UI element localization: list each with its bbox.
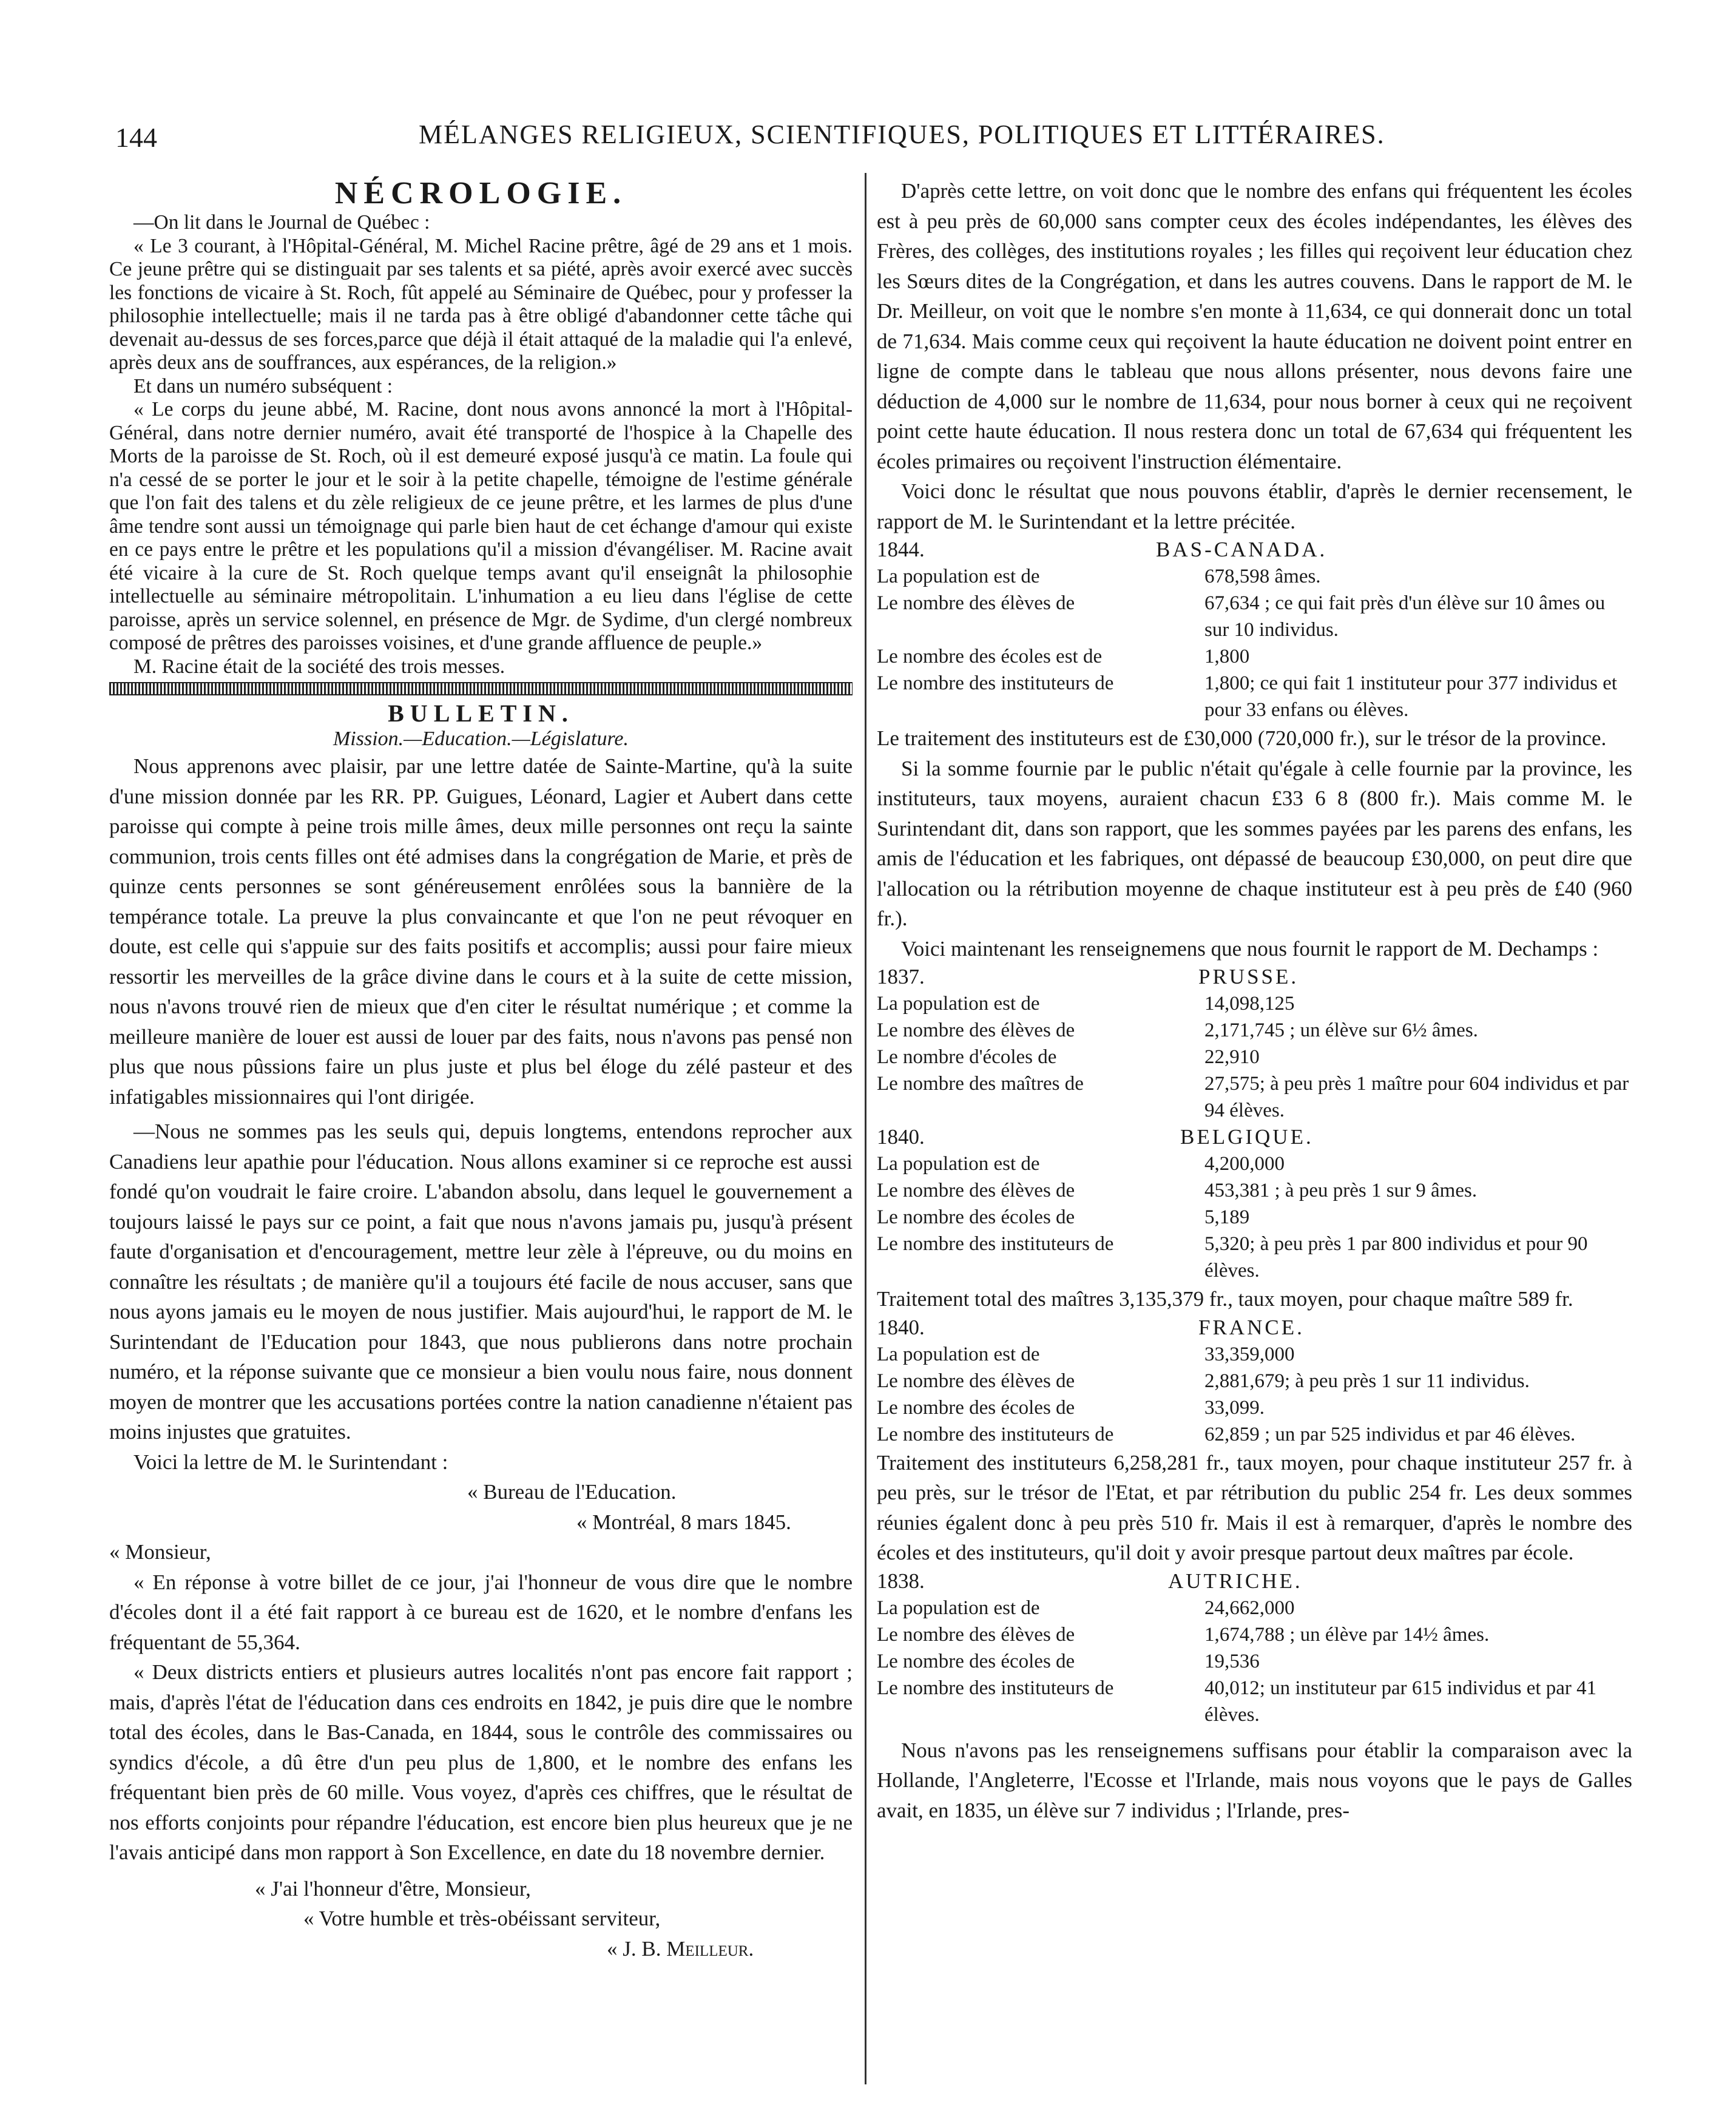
necrologie-title: NÉCROLOGIE. bbox=[334, 176, 627, 211]
stats-row bbox=[877, 563, 1632, 590]
stats-row bbox=[877, 1368, 1632, 1394]
column-divider bbox=[865, 173, 866, 2084]
stats-row bbox=[877, 643, 1632, 670]
stats-value: 453,381 ; à peu près 1 sur 9 âmes. bbox=[1204, 1180, 1478, 1201]
stats-row bbox=[877, 1231, 1632, 1284]
stats-value: 33,099. bbox=[1204, 1396, 1265, 1419]
analysis-paragraph: D'après cette lettre, on voit donc que le nombre des enfans qui fréquentent les écoles est à peu près de 60,000 sans compter ceux des écoles indépendantes, les élèves des Frères, des collèges, des institutions royales ; les filles qui reçoivent leur éducation chez les Sœurs dites de la Congrégation, et dans les autres couvens. Dans le rapport de M. le Dr. Meilleur, on voit que le nombre s'en monte à 11,634, ce qui donnerait donc un total de 71,634. Mais comme ceux qui reçoivent la haute éducation ne doivent point entrer en ligne de compte dans le tableau que nous allons présenter, nous devons faire une déduction de 4,000 sur le nombre de 11,634, pour nous borner à ceux qui ne reçoivent point cette haute éducation. Il nous restera donc un total de 67,634 qui fréquentent les écoles primaires ou reçoivent l'instruction élémentaire. bbox=[877, 179, 1632, 473]
stats-row bbox=[877, 1151, 1632, 1177]
stats-value: 5,189 bbox=[1204, 1206, 1250, 1228]
stats-heading bbox=[877, 1314, 1632, 1341]
stats-country: BAS-CANADA. bbox=[1156, 538, 1328, 561]
stats-row bbox=[877, 1177, 1632, 1204]
stats-note: Traitement total des maîtres 3,135,379 fr., taux moyen, pour chaque maître 589 fr. bbox=[877, 1287, 1573, 1311]
stats-label: La population est de bbox=[877, 566, 1040, 587]
stats-value: 33,359,000 bbox=[1204, 1343, 1295, 1365]
stats-label: Le nombre des écoles de bbox=[877, 1206, 1075, 1228]
stats-label: La population est de bbox=[877, 993, 1040, 1015]
stats-value: 40,012; un instituteur par 615 individus et par 41 élèves. bbox=[1204, 1677, 1597, 1726]
letter-date: « Montréal, 8 mars 1845. bbox=[576, 1510, 791, 1534]
letter-signature: « J. B. Meilleur. bbox=[607, 1936, 754, 1961]
bulletin-title: BULLETIN. bbox=[388, 700, 574, 727]
stats-label: Le nombre des maîtres de bbox=[877, 1073, 1084, 1095]
running-title: MÉLANGES RELIGIEUX, SCIENTIFIQUES, POLITIQUES ET LITTÉRAIRES. bbox=[419, 120, 1385, 149]
necrologie-paragraph: Et dans un numéro subséquent : bbox=[133, 374, 393, 397]
stats-year: 1837. bbox=[877, 965, 925, 988]
stats-label: Le nombre des écoles de bbox=[877, 1396, 1075, 1419]
stats-value: 14,098,125 bbox=[1204, 993, 1295, 1015]
stats-value: 22,910 bbox=[1204, 1046, 1260, 1068]
analysis-paragraph: Voici donc le résultat que nous pouvons établir, d'après le dernier recensement, le rapport de M. le Surintendant et la lettre précitée. bbox=[877, 479, 1632, 533]
stats-label: Le nombre des élèves de bbox=[877, 1180, 1075, 1201]
stats-value: 1,800; ce qui fait 1 instituteur pour 377 individus et pour 33 enfans ou élèves. bbox=[1204, 672, 1618, 721]
stats-label: La population est de bbox=[877, 1343, 1040, 1365]
stats-row bbox=[877, 1044, 1632, 1070]
bulletin-subtitle: Mission.—Education.—Législature. bbox=[333, 728, 629, 750]
stats-value: 62,859 ; un par 525 individus et par 46 élèves. bbox=[1204, 1423, 1576, 1445]
stats-country: AUTRICHE. bbox=[1168, 1569, 1303, 1593]
letter-paragraph: « Deux districts entiers et plusieurs autres localités n'ont pas encore fait rapport ; mais, d'après l'état de l'éducation dans ces endroits en 1842, je puis dire que le nombre total des écoles, dans le Bas-Canada, en 1844, sous le contrôle des commissaires ou syndics d'école, a dû être d'un peu plus de 1,800, et le nombre des enfans les fréquentant bien près de 60 mille. Vous voyez, d'après ces chiffres, que le résultat de nos efforts conjoints pour répandre l'éducation, est encore bien plus heureux que je ne l'avais anticipé dans mon rapport à Son Excellence, en date du 18 novembre dernier. bbox=[109, 1660, 853, 1864]
stats-row bbox=[877, 1394, 1632, 1421]
stats-table-france bbox=[877, 1341, 1632, 1448]
stats-row bbox=[877, 1595, 1632, 1621]
stats-table-bas-canada bbox=[877, 563, 1632, 723]
stats-row bbox=[877, 1621, 1632, 1648]
stats-row bbox=[877, 1017, 1632, 1044]
analysis-paragraph: Le traitement des instituteurs est de £30,000 (720,000 fr.), sur le trésor de la province. bbox=[877, 726, 1607, 750]
analysis-paragraph: Voici maintenant les renseignemens que nous fournit le rapport de M. Dechamps : bbox=[901, 936, 1599, 961]
stats-label: Le nombre des écoles de bbox=[877, 1650, 1075, 1672]
stats-label: Le nombre des instituteurs de bbox=[877, 672, 1114, 694]
stats-label: Le nombre des instituteurs de bbox=[877, 1233, 1114, 1255]
left-column bbox=[109, 176, 853, 1964]
stats-heading bbox=[877, 1124, 1632, 1151]
stats-value: 27,575; à peu près 1 maître pour 604 individus et par 94 élèves. bbox=[1204, 1073, 1629, 1121]
stats-label: La population est de bbox=[877, 1153, 1040, 1175]
stats-label: Le nombre des élèves de bbox=[877, 592, 1075, 614]
necrologie-paragraph: « Le 3 courant, à l'Hôpital-Général, M. Michel Racine prêtre, âgé de 29 ans et 1 mois. Ce jeune prêtre qui se distinguait par ses talents et sa piété, après avoir exercé avec succès les fonctions de vicaire à St. Roch, fût appelé au Séminaire de Québec, pour y professer la philosophie intellectuelle; mais il ne tarda pas à être obligé d'abandonner cette tâche qui devenait au-dessus de ses forces,parce que déjà il était attaqué de la maladie qui l'a enlevé, après deux ans de souffrances, aux espérances, de la religion.» bbox=[109, 234, 853, 374]
stats-value: 2,881,679; à peu près 1 sur 11 individus. bbox=[1204, 1370, 1530, 1392]
stats-heading bbox=[877, 964, 1632, 990]
stats-note: Traitement des instituteurs 6,258,281 fr., taux moyen, pour chaque instituteur 257 fr. à peu près, sur le trésor de l'Etat, et par rétribution du public 254 fr. Les deux sommes réunies égalent donc à peu près 510 fr. Mais il est à remarquer, d'après le nombre des écoles et des instituteurs, qu'il doit y avoir presque partout deux maîtres par école. bbox=[877, 1450, 1632, 1564]
bulletin-paragraph: Nous apprenons avec plaisir, par une lettre datée de Sainte-Martine, qu'à la suite d'une mission donnée par les RR. PP. Guigues, Léonard, Lagier et Aubert dans cette paroisse qui compte à peine trois mille âmes, deux mille personnes ont reçu la sainte communion, trois cents filles ont été admises dans la congrégation de Marie, et près de quinze cents personnes se sont généreusement enrôlées sous la bannière de la tempérance totale. La preuve la plus convaincante et que l'on ne peut révoquer en doute, est celle qui s'appuie sur des faits positifs et accomplis; aussi pour faire mieux ressortir les merveilles de la grâce divine dans le cours et à la suite de cette mission, nous n'avons trouvé rien de mieux que d'en citer le résultat numérique ; et comme la meilleure manière de louer est aussi de louer par des faits, nous n'avons pas pensé non plus que nous pûssions faire un plus juste et plus bel éloge du zélé pasteur et des infatigables missionnaires qui l'ont dirigée. bbox=[109, 754, 853, 1109]
stats-country: FRANCE. bbox=[1198, 1315, 1305, 1339]
right-column bbox=[877, 176, 1632, 1825]
stats-value: 1,800 bbox=[1204, 646, 1250, 667]
stats-value: 19,536 bbox=[1204, 1650, 1260, 1672]
stats-row bbox=[877, 1070, 1632, 1124]
stats-value: 24,662,000 bbox=[1204, 1597, 1295, 1619]
stats-table-belgique bbox=[877, 1151, 1632, 1284]
stats-row bbox=[877, 1648, 1632, 1675]
stats-year: 1844. bbox=[877, 538, 925, 561]
bulletin-paragraph: Voici la lettre de M. le Surintendant : bbox=[133, 1450, 448, 1474]
letter-salutation: « Monsieur, bbox=[109, 1540, 211, 1564]
stats-value: 1,674,788 ; un élève par 14½ âmes. bbox=[1204, 1623, 1490, 1646]
stats-label: Le nombre des instituteurs de bbox=[877, 1423, 1114, 1445]
stats-country: PRUSSE. bbox=[1198, 965, 1299, 988]
stats-row bbox=[877, 1421, 1632, 1448]
analysis-paragraph: Nous n'avons pas les renseignemens suffisans pour établir la comparaison avec la Hollande, l'Angleterre, l'Ecosse et l'Irlande, mais nous voyons que le pays de Galles avait, en 1835, un élève sur 7 individus ; l'Irlande, pres- bbox=[877, 1738, 1632, 1822]
stats-label: Le nombre des instituteurs de bbox=[877, 1677, 1114, 1699]
letter-closing: « Votre humble et très-obéissant serviteur, bbox=[303, 1907, 661, 1930]
stats-value: 4,200,000 bbox=[1204, 1153, 1285, 1175]
stats-value: 67,634 ; ce qui fait près d'un élève sur 10 âmes ou sur 10 individus. bbox=[1204, 592, 1606, 641]
stats-label: La population est de bbox=[877, 1597, 1040, 1619]
stats-row bbox=[877, 990, 1632, 1017]
stats-year: 1840. bbox=[877, 1125, 925, 1149]
stats-label: Le nombre des écoles est de bbox=[877, 646, 1103, 667]
stats-table-autriche bbox=[877, 1595, 1632, 1728]
stats-label: Le nombre des élèves de bbox=[877, 1370, 1075, 1392]
stats-label: Le nombre des élèves de bbox=[877, 1019, 1075, 1041]
letter-closing: « J'ai l'honneur d'être, Monsieur, bbox=[255, 1876, 531, 1901]
analysis-paragraph: Si la somme fournie par le public n'était qu'égale à celle fournie par la province, les instituteurs, taux moyens, auraient chacun £33 6 8 (800 fr.). Mais comme M. le Surintendant dit, dans son rapport, que les sommes payées par les parens des enfans, les amis de l'éducation et les fabriques, ont dépassé de beaucoup £30,000, on peut dire que l'allocation ou la rétribution moyenne de chaque instituteur est à peu près de £40 (960 fr.). bbox=[877, 756, 1632, 930]
necrologie-intro: —On lit dans le Journal de Québec : bbox=[133, 211, 430, 234]
section-separator bbox=[109, 682, 853, 695]
necrologie-paragraph: « Le corps du jeune abbé, M. Racine, dont nous avons annoncé la mort à l'Hôpital-Général, dans notre dernier numéro, avait été transporté de l'hospice à la Chapelle des Morts de la paroisse de St. Roch, où il est demeuré exposé jusqu'à ce matin. La foule qui n'a cessé de se porter le jour et le soir à la petite chapelle, témoigne de l'estime générale que l'on fait des talens et du zèle religieux de ce jeune prêtre, et les larmes de plus d'une âme tendre sont aussi un témoignage qui parle bien haut de cet échange d'amour qui existe en ce pays entre le prêtre et les populations qu'il a mission d'évangéliser. M. Racine avait été vicaire à la cure de St. Roch quelque temps avant qu'il enseignât la philosophie intellectuelle au séminaire métropolitain. L'inhumation a eu lieu dans l'église de cette paroisse, après un service solennel, en présence de Mgr. de Sydime, d'un clergé nombreux composé de prêtres des paroisses voisines, et d'une grande affluence de peuple.» bbox=[109, 398, 853, 654]
stats-row bbox=[877, 1675, 1632, 1728]
stats-value: 678,598 âmes. bbox=[1204, 566, 1321, 587]
letter-paragraph: « En réponse à votre billet de ce jour, j'ai l'honneur de vous dire que le nombre d'écoles dont il a été fait rapport à ce bureau est de 1620, et le nombre d'enfans les fréquentant de 55,364. bbox=[109, 1570, 853, 1654]
page-number: 144 bbox=[115, 122, 157, 153]
stats-country: BELGIQUE. bbox=[1180, 1125, 1314, 1149]
letter-address: « Bureau de l'Education. bbox=[467, 1480, 677, 1504]
stats-heading bbox=[877, 1568, 1632, 1595]
stats-row bbox=[877, 670, 1632, 723]
bulletin-paragraph: —Nous ne sommes pas les seuls qui, depuis longtems, entendons reprocher aux Canadiens leur apathie pour l'éducation. Nous allons examiner si ce reproche est aussi fondé qu'on voudrait le faire croire. L'abandon absolu, dans lequel le gouvernement a toujours laissé le pays sur ce point, a fait que nous n'avons jamais pu, jusqu'à présent faute d'organisation et d'encouragement, mettre leur zèle à l'épreuve, ou du moins en connaître les résultats ; de manière qu'il a toujours été facile de nous accuser, sans que nous ayons jamais eu le moyen de nous justifier. Mais aujourd'hui, le rapport de M. le Surintendant de l'Education pour 1843, que nous publierons dans notre prochain numéro, et la réponse suivante que ce monsieur a bien voulu nous faire, nous donnent moyen de montrer que les accusations portées contre la nation canadienne n'étaient pas moins injustes que gratuites. bbox=[109, 1120, 853, 1444]
stats-year: 1840. bbox=[877, 1315, 925, 1339]
stats-row bbox=[877, 1341, 1632, 1368]
stats-row bbox=[877, 590, 1632, 643]
stats-label: Le nombre des élèves de bbox=[877, 1623, 1075, 1646]
stats-value: 2,171,745 ; un élève sur 6½ âmes. bbox=[1204, 1019, 1478, 1041]
stats-table-prusse bbox=[877, 990, 1632, 1124]
necrologie-paragraph: M. Racine était de la société des trois messes. bbox=[133, 655, 505, 678]
stats-label: Le nombre d'écoles de bbox=[877, 1046, 1057, 1068]
stats-value: 5,320; à peu près 1 par 800 individus et pour 90 élèves. bbox=[1204, 1233, 1588, 1282]
stats-year: 1838. bbox=[877, 1569, 925, 1593]
stats-heading bbox=[877, 536, 1632, 563]
stats-row bbox=[877, 1204, 1632, 1231]
